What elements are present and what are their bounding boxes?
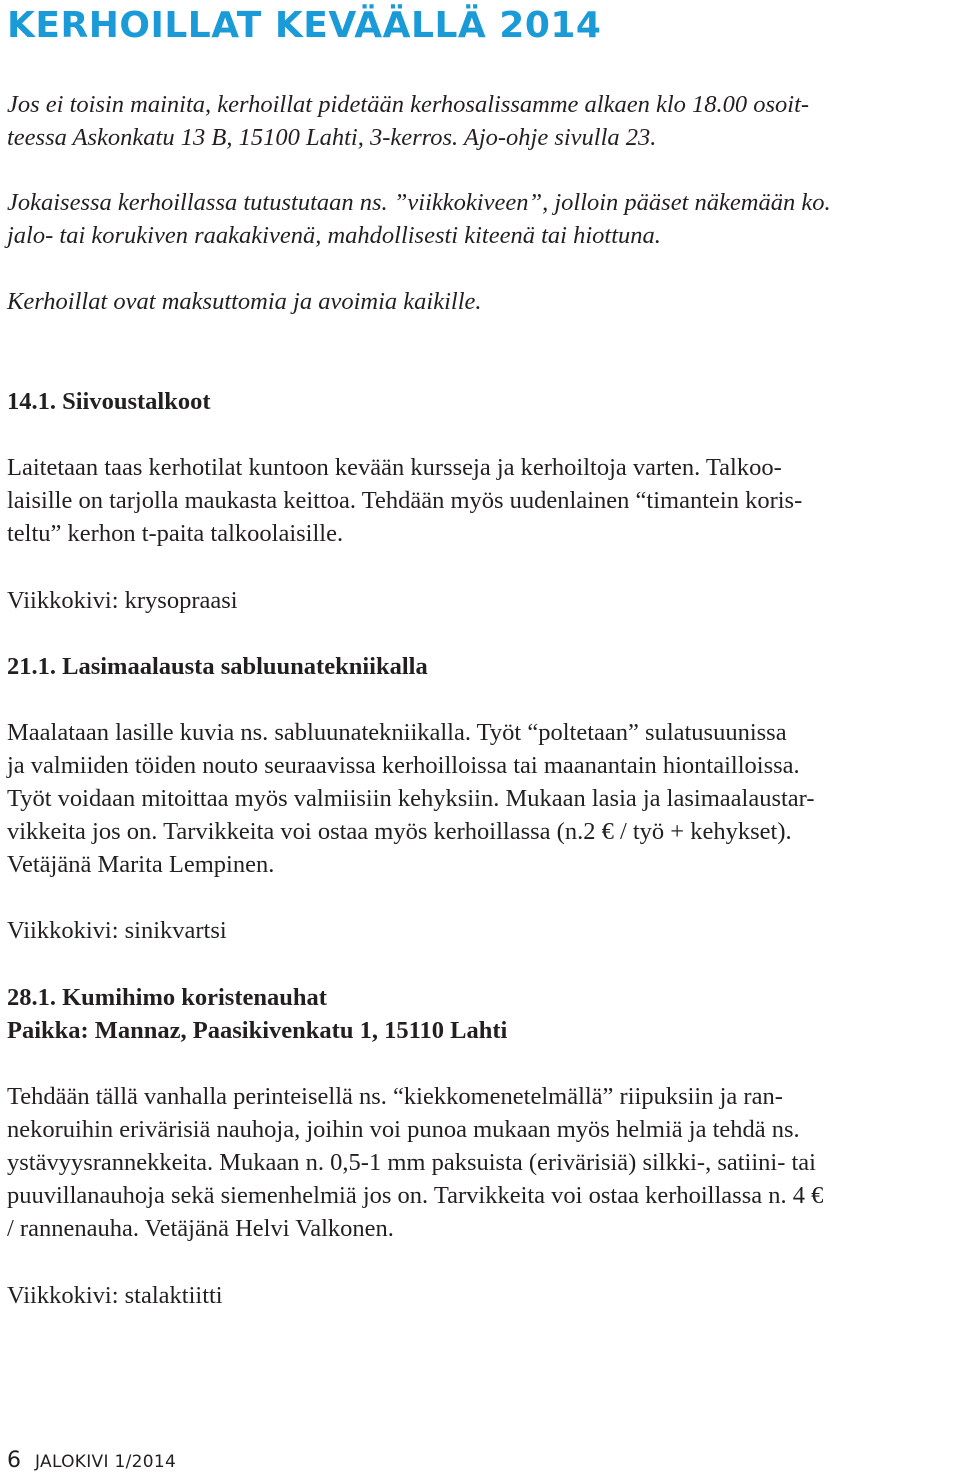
body-line: ystävyysrannekkeita. Mukaan n. 0,5-1 mm paksuista (erivärisiä) silkki-, satiini- tai <box>7 1149 816 1176</box>
magazine-issue: JALOKIVI 1/2014 <box>35 1452 177 1472</box>
intro-line: jalo- tai korukiven raakakivenä, mahdollisesti kiteenä tai hiottuna. <box>7 222 661 249</box>
event-location: Paikka: Mannaz, Paasikivenkatu 1, 15110 Lahti <box>7 1017 508 1044</box>
event-description <box>7 1080 957 1245</box>
event-description <box>7 451 957 550</box>
body-line: vikkeita jos on. Tarvikkeita voi ostaa myös kerhoillassa (n.2 € / työ + kehykset). <box>7 818 792 845</box>
event-heading-siivoustalkoot: 14.1. Siivoustalkoot <box>7 388 211 415</box>
body-line: ja valmiiden töiden nouto seuraavissa kerhoilloissa tai maanantain hiontailloissa. <box>7 752 800 779</box>
intro-free-paragraph <box>7 285 957 318</box>
intro-stone-paragraph <box>7 186 957 252</box>
event-description <box>7 716 957 881</box>
body-line: Vetäjänä Marita Lempinen. <box>7 851 275 878</box>
event-stone: Viikkokivi: sinikvartsi <box>7 917 227 944</box>
body-line: Työt voidaan mitoittaa myös valmiisiin kehyksiin. Mukaan lasia ja lasimaalaustar- <box>7 785 815 812</box>
intro-location-paragraph <box>7 88 957 154</box>
body-line: Tehdään tällä vanhalla perinteisellä ns. “kiekkomenetelmällä” riipuksiin ja ran- <box>7 1083 783 1110</box>
event-heading-lasimaalaus: 21.1. Lasimaalausta sabluunatekniikalla <box>7 653 428 680</box>
intro-line: teessa Askonkatu 13 B, 15100 Lahti, 3-kerros. Ajo-ohje sivulla 23. <box>7 124 657 151</box>
event-heading-kumihimo: 28.1. Kumihimo koristenauhat <box>7 984 327 1011</box>
page-number: 6 <box>7 1448 21 1473</box>
body-line: puuvillanauhoja sekä siemenhelmiä jos on. Tarvikkeita voi ostaa kerhoillassa n. 4 € <box>7 1182 824 1209</box>
intro-line: Jos ei toisin mainita, kerhoillat pidetään kerhosalissamme alkaen klo 18.00 osoit- <box>7 91 810 118</box>
body-line: Laitetaan taas kerhotilat kuntoon kevään kursseja ja kerhoiltoja varten. Talkoo- <box>7 454 782 481</box>
page-title: KERHOILLAT KEVÄÄLLÄ 2014 <box>7 5 602 46</box>
body-line: teltu” kerhon t-paita talkoolaisille. <box>7 520 344 547</box>
event-stone: Viikkokivi: krysopraasi <box>7 587 238 614</box>
body-line: / rannenauha. Vetäjänä Helvi Valkonen. <box>7 1215 394 1242</box>
intro-line: Jokaisessa kerhoillassa tutustutaan ns. ”viikkokiveen”, jolloin pääset näkemään ko. <box>7 189 831 216</box>
page-footer <box>7 1448 176 1478</box>
body-line: Maalataan lasille kuvia ns. sabluunatekniikalla. Työt “poltetaan” sulatusuunissa <box>7 719 787 746</box>
body-line: nekoruihin erivärisiä nauhoja, joihin voi punoa mukaan myös helmiä ja tehdä ns. <box>7 1116 800 1143</box>
intro-line: Kerhoillat ovat maksuttomia ja avoimia kaikille. <box>7 288 482 315</box>
body-line: laisille on tarjolla maukasta keittoa. Tehdään myös uudenlainen “timantein koris- <box>7 487 803 514</box>
event-stone: Viikkokivi: stalaktiitti <box>7 1282 223 1309</box>
